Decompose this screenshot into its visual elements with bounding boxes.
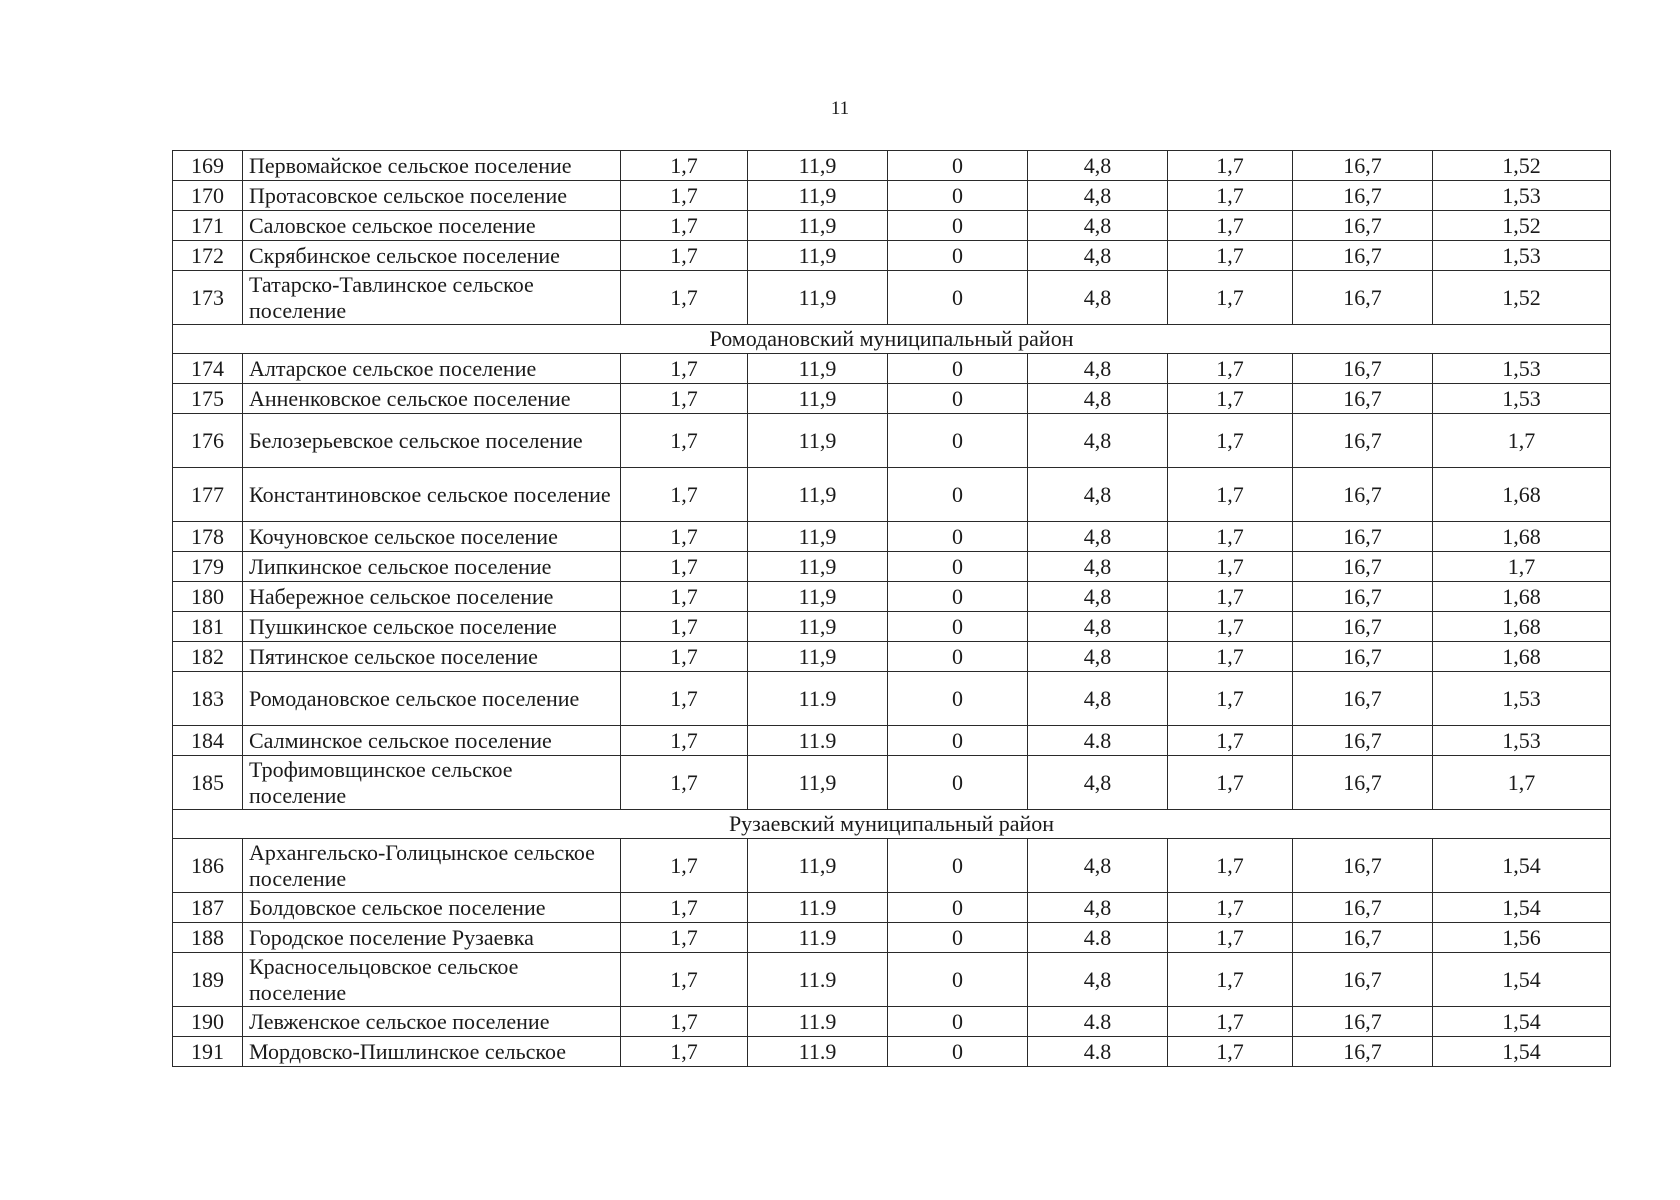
value-cell-3: 0 [888,612,1028,642]
row-number: 189 [173,953,243,1007]
value-cell-7: 1,7 [1433,552,1611,582]
settlement-name: Набережное сельское поселение [243,582,621,612]
value-cell-4: 4,8 [1028,354,1168,384]
settlement-name: Городское поселение Рузаевка [243,923,621,953]
value-cell-4: 4,8 [1028,672,1168,726]
value-cell-1: 1,7 [621,612,748,642]
value-cell-1: 1,7 [621,953,748,1007]
value-cell-7: 1,54 [1433,839,1611,893]
row-number: 182 [173,642,243,672]
value-cell-3: 0 [888,893,1028,923]
table-row [173,271,1611,325]
value-cell-2: 11,9 [748,756,888,810]
value-cell-1: 1,7 [621,384,748,414]
value-cell-7: 1,54 [1433,953,1611,1007]
value-cell-3: 0 [888,384,1028,414]
value-cell-3: 0 [888,839,1028,893]
table-row [173,354,1611,384]
value-cell-5: 1,7 [1168,839,1293,893]
row-number: 176 [173,414,243,468]
settlement-name: Мордовско-Пишлинское сельское [243,1037,621,1067]
value-cell-3: 0 [888,953,1028,1007]
value-cell-3: 0 [888,1037,1028,1067]
value-cell-7: 1,7 [1433,414,1611,468]
settlement-name: Липкинское сельское поселение [243,552,621,582]
value-cell-2: 11,9 [748,241,888,271]
table-row [173,756,1611,810]
table-row [173,953,1611,1007]
value-cell-4: 4,8 [1028,582,1168,612]
value-cell-1: 1,7 [621,756,748,810]
row-number: 175 [173,384,243,414]
value-cell-7: 1,68 [1433,582,1611,612]
value-cell-2: 11,9 [748,612,888,642]
row-number: 172 [173,241,243,271]
row-number: 184 [173,726,243,756]
value-cell-3: 0 [888,923,1028,953]
value-cell-7: 1,52 [1433,151,1611,181]
value-cell-7: 1,54 [1433,893,1611,923]
value-cell-1: 1,7 [621,582,748,612]
value-cell-1: 1,7 [621,839,748,893]
settlements-table [172,150,1611,1067]
value-cell-6: 16,7 [1293,642,1433,672]
settlement-name: Первомайское сельское поселение [243,151,621,181]
table-row [173,839,1611,893]
value-cell-4: 4.8 [1028,923,1168,953]
value-cell-2: 11.9 [748,726,888,756]
value-cell-5: 1,7 [1168,271,1293,325]
value-cell-7: 1,53 [1433,354,1611,384]
value-cell-4: 4.8 [1028,1037,1168,1067]
row-number: 186 [173,839,243,893]
table-body [173,151,1611,1067]
value-cell-3: 0 [888,271,1028,325]
value-cell-1: 1,7 [621,468,748,522]
value-cell-5: 1,7 [1168,672,1293,726]
value-cell-5: 1,7 [1168,468,1293,522]
value-cell-1: 1,7 [621,181,748,211]
row-number: 187 [173,893,243,923]
value-cell-6: 16,7 [1293,582,1433,612]
row-number: 178 [173,522,243,552]
value-cell-6: 16,7 [1293,468,1433,522]
value-cell-3: 0 [888,726,1028,756]
value-cell-3: 0 [888,672,1028,726]
value-cell-7: 1,53 [1433,672,1611,726]
section-header-row [173,325,1611,354]
value-cell-5: 1,7 [1168,354,1293,384]
value-cell-6: 16,7 [1293,672,1433,726]
value-cell-1: 1,7 [621,522,748,552]
value-cell-5: 1,7 [1168,756,1293,810]
section-title: Ромодановский муниципальный район [173,325,1611,354]
value-cell-4: 4,8 [1028,211,1168,241]
row-number: 177 [173,468,243,522]
value-cell-5: 1,7 [1168,414,1293,468]
value-cell-1: 1,7 [621,552,748,582]
value-cell-2: 11,9 [748,271,888,325]
value-cell-3: 0 [888,522,1028,552]
value-cell-6: 16,7 [1293,241,1433,271]
value-cell-7: 1,56 [1433,923,1611,953]
value-cell-1: 1,7 [621,672,748,726]
table-row [173,211,1611,241]
value-cell-1: 1,7 [621,241,748,271]
settlement-name: Салминское сельское поселение [243,726,621,756]
value-cell-6: 16,7 [1293,893,1433,923]
value-cell-3: 0 [888,211,1028,241]
row-number: 180 [173,582,243,612]
value-cell-2: 11.9 [748,1007,888,1037]
value-cell-7: 1,52 [1433,211,1611,241]
value-cell-3: 0 [888,414,1028,468]
value-cell-5: 1,7 [1168,893,1293,923]
value-cell-5: 1,7 [1168,1007,1293,1037]
value-cell-1: 1,7 [621,414,748,468]
table-row [173,582,1611,612]
settlement-name: Константиновское сельское поселение [243,468,621,522]
value-cell-6: 16,7 [1293,151,1433,181]
value-cell-4: 4,8 [1028,953,1168,1007]
value-cell-4: 4,8 [1028,414,1168,468]
value-cell-5: 1,7 [1168,211,1293,241]
value-cell-6: 16,7 [1293,414,1433,468]
value-cell-5: 1,7 [1168,726,1293,756]
settlement-name: Кочуновское сельское поселение [243,522,621,552]
row-number: 188 [173,923,243,953]
value-cell-5: 1,7 [1168,384,1293,414]
value-cell-6: 16,7 [1293,522,1433,552]
table-row [173,414,1611,468]
value-cell-5: 1,7 [1168,642,1293,672]
value-cell-2: 11.9 [748,923,888,953]
value-cell-3: 0 [888,756,1028,810]
settlement-name: Белозерьевское сельское поселение [243,414,621,468]
table-row [173,612,1611,642]
value-cell-5: 1,7 [1168,923,1293,953]
value-cell-6: 16,7 [1293,612,1433,642]
row-number: 170 [173,181,243,211]
value-cell-6: 16,7 [1293,354,1433,384]
value-cell-7: 1,7 [1433,756,1611,810]
value-cell-7: 1,54 [1433,1037,1611,1067]
value-cell-2: 11,9 [748,552,888,582]
value-cell-7: 1,53 [1433,181,1611,211]
row-number: 191 [173,1037,243,1067]
value-cell-4: 4,8 [1028,612,1168,642]
section-title: Рузаевский муниципальный район [173,810,1611,839]
row-number: 183 [173,672,243,726]
settlement-name: Алтарское сельское поселение [243,354,621,384]
value-cell-2: 11.9 [748,953,888,1007]
table-row [173,522,1611,552]
value-cell-7: 1,68 [1433,522,1611,552]
value-cell-2: 11,9 [748,582,888,612]
settlement-name: Ромодановское сельское поселение [243,672,621,726]
value-cell-6: 16,7 [1293,181,1433,211]
value-cell-2: 11,9 [748,468,888,522]
value-cell-5: 1,7 [1168,552,1293,582]
value-cell-6: 16,7 [1293,756,1433,810]
value-cell-1: 1,7 [621,151,748,181]
row-number: 174 [173,354,243,384]
value-cell-6: 16,7 [1293,923,1433,953]
settlement-name: Трофимовщинское сельское поселение [243,756,621,810]
row-number: 181 [173,612,243,642]
value-cell-3: 0 [888,354,1028,384]
value-cell-4: 4,8 [1028,468,1168,522]
section-header-row [173,810,1611,839]
value-cell-3: 0 [888,552,1028,582]
value-cell-5: 1,7 [1168,522,1293,552]
value-cell-6: 16,7 [1293,384,1433,414]
settlement-name: Левженское сельское поселение [243,1007,621,1037]
value-cell-1: 1,7 [621,1007,748,1037]
value-cell-6: 16,7 [1293,552,1433,582]
value-cell-2: 11.9 [748,1037,888,1067]
row-number: 179 [173,552,243,582]
value-cell-7: 1,68 [1433,642,1611,672]
value-cell-4: 4,8 [1028,181,1168,211]
value-cell-3: 0 [888,642,1028,672]
table-row [173,384,1611,414]
value-cell-5: 1,7 [1168,582,1293,612]
table-row [173,726,1611,756]
table-row [173,151,1611,181]
row-number: 190 [173,1007,243,1037]
settlement-name: Архангельско-Голицынское сельское поселение [243,839,621,893]
value-cell-3: 0 [888,468,1028,522]
row-number: 173 [173,271,243,325]
value-cell-5: 1,7 [1168,241,1293,271]
value-cell-4: 4,8 [1028,522,1168,552]
value-cell-6: 16,7 [1293,726,1433,756]
value-cell-4: 4.8 [1028,1007,1168,1037]
settlement-name: Болдовское сельское поселение [243,893,621,923]
table-row [173,1037,1611,1067]
settlement-name: Протасовское сельское поселение [243,181,621,211]
value-cell-1: 1,7 [621,1037,748,1067]
value-cell-2: 11,9 [748,181,888,211]
value-cell-7: 1,53 [1433,726,1611,756]
value-cell-5: 1,7 [1168,181,1293,211]
value-cell-2: 11,9 [748,414,888,468]
value-cell-4: 4.8 [1028,726,1168,756]
value-cell-2: 11,9 [748,642,888,672]
value-cell-2: 11.9 [748,893,888,923]
settlement-name: Саловское сельское поселение [243,211,621,241]
value-cell-2: 11,9 [748,839,888,893]
value-cell-1: 1,7 [621,271,748,325]
value-cell-7: 1,52 [1433,271,1611,325]
value-cell-6: 16,7 [1293,953,1433,1007]
value-cell-7: 1,54 [1433,1007,1611,1037]
settlement-name: Скрябинское сельское поселение [243,241,621,271]
value-cell-2: 11,9 [748,522,888,552]
value-cell-2: 11,9 [748,384,888,414]
table-row [173,642,1611,672]
page-number: 11 [830,98,850,119]
value-cell-3: 0 [888,181,1028,211]
table-row [173,552,1611,582]
value-cell-4: 4,8 [1028,552,1168,582]
table-row [173,923,1611,953]
row-number: 171 [173,211,243,241]
table-row [173,181,1611,211]
value-cell-2: 11,9 [748,211,888,241]
settlement-name: Пушкинское сельское поселение [243,612,621,642]
value-cell-4: 4,8 [1028,241,1168,271]
table-row [173,893,1611,923]
value-cell-2: 11,9 [748,151,888,181]
value-cell-1: 1,7 [621,726,748,756]
value-cell-4: 4,8 [1028,893,1168,923]
table-row [173,1007,1611,1037]
value-cell-7: 1,53 [1433,384,1611,414]
settlement-name: Анненковское сельское поселение [243,384,621,414]
value-cell-6: 16,7 [1293,271,1433,325]
value-cell-5: 1,7 [1168,612,1293,642]
value-cell-6: 16,7 [1293,1037,1433,1067]
value-cell-7: 1,68 [1433,612,1611,642]
value-cell-4: 4,8 [1028,271,1168,325]
value-cell-7: 1,53 [1433,241,1611,271]
value-cell-4: 4,8 [1028,642,1168,672]
value-cell-3: 0 [888,241,1028,271]
value-cell-3: 0 [888,582,1028,612]
value-cell-3: 0 [888,151,1028,181]
value-cell-6: 16,7 [1293,839,1433,893]
value-cell-7: 1,68 [1433,468,1611,522]
value-cell-1: 1,7 [621,642,748,672]
value-cell-1: 1,7 [621,923,748,953]
value-cell-5: 1,7 [1168,1037,1293,1067]
value-cell-4: 4,8 [1028,384,1168,414]
settlement-name: Красносельцовское сельское поселение [243,953,621,1007]
value-cell-5: 1,7 [1168,953,1293,1007]
value-cell-2: 11,9 [748,354,888,384]
table-row [173,672,1611,726]
row-number: 169 [173,151,243,181]
value-cell-4: 4,8 [1028,839,1168,893]
table-row [173,468,1611,522]
value-cell-6: 16,7 [1293,1007,1433,1037]
value-cell-1: 1,7 [621,354,748,384]
value-cell-4: 4,8 [1028,756,1168,810]
value-cell-1: 1,7 [621,211,748,241]
row-number: 185 [173,756,243,810]
settlement-name: Пятинское сельское поселение [243,642,621,672]
value-cell-3: 0 [888,1007,1028,1037]
value-cell-4: 4,8 [1028,151,1168,181]
value-cell-5: 1,7 [1168,151,1293,181]
settlement-name: Татарско-Тавлинское сельское поселение [243,271,621,325]
value-cell-2: 11.9 [748,672,888,726]
value-cell-1: 1,7 [621,893,748,923]
value-cell-6: 16,7 [1293,211,1433,241]
table-row [173,241,1611,271]
